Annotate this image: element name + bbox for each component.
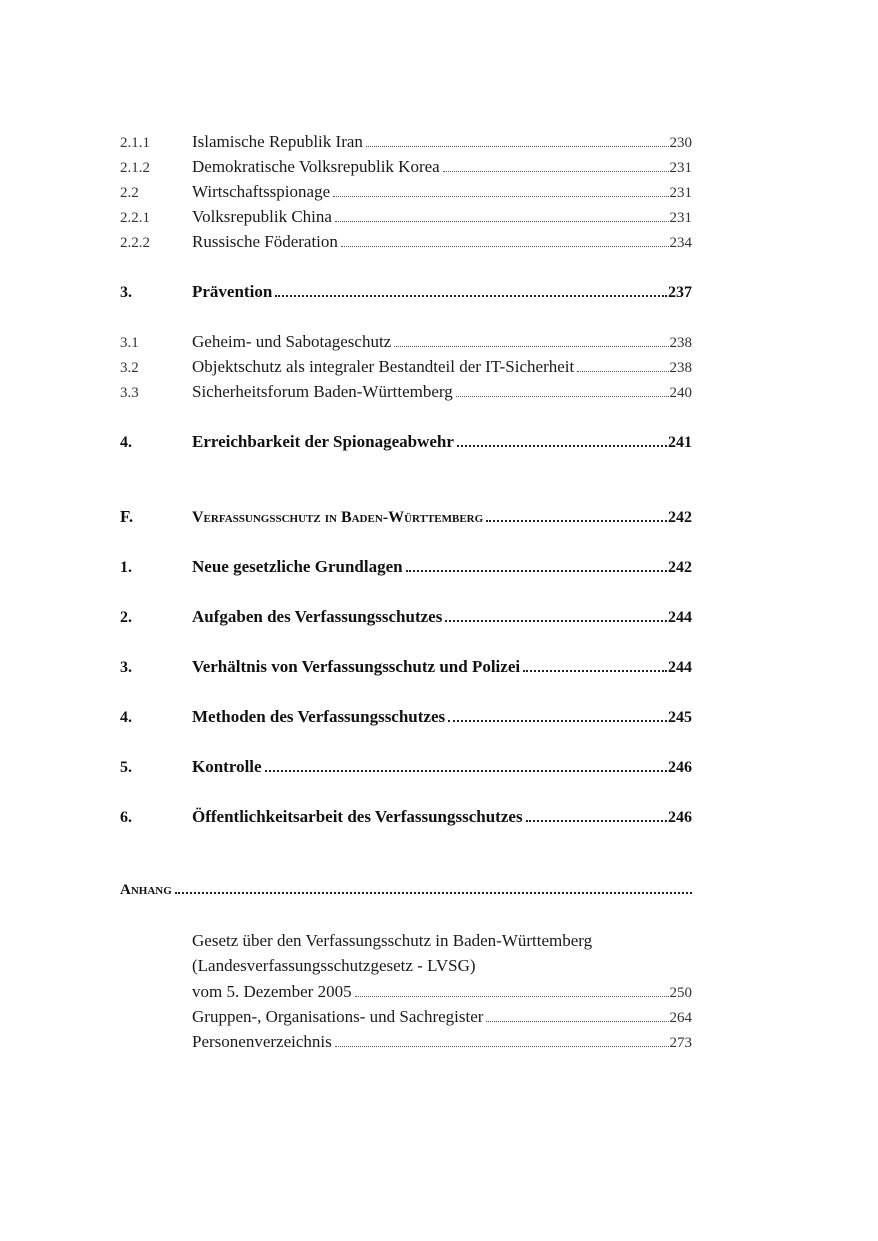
toc-chapter-letter: F. — [120, 507, 134, 526]
toc-section-number: 1. — [120, 559, 132, 576]
toc-section-number: 6. — [120, 809, 132, 826]
dot-leader — [333, 195, 668, 197]
toc-section-number: 5. — [120, 759, 132, 776]
toc-entry-page: 231 — [669, 160, 692, 176]
toc-entry-page: 240 — [669, 385, 692, 401]
appendix-persons-title: Personenverzeichnis — [192, 1032, 332, 1051]
toc-section-title: Aufgaben des Verfassungsschutzes — [192, 607, 443, 626]
toc-appendix-title: Anhang — [120, 882, 172, 898]
dot-leader — [275, 294, 667, 297]
toc-entry-page: 230 — [669, 135, 692, 151]
toc-entry-page: 264 — [669, 1010, 692, 1026]
toc-entry — [192, 982, 692, 1006]
toc-section-title: Öffentlichkeitsarbeit des Verfassungsschutzes — [192, 807, 523, 826]
toc-section — [120, 707, 692, 731]
toc-section — [120, 657, 692, 681]
toc-entry — [120, 207, 692, 231]
dot-leader — [443, 170, 669, 172]
dot-leader — [406, 569, 667, 572]
dot-leader — [355, 995, 669, 997]
toc-entry-number: 2.2.1 — [120, 210, 150, 226]
toc-entry-title: Demokratische Volksrepublik Korea — [192, 157, 440, 176]
appendix-law-title-line1: Gesetz über den Verfassungsschutz in Baden-Württemberg — [192, 931, 593, 950]
dot-leader — [577, 370, 668, 372]
toc-entry-title: Wirtschaftsspionage — [192, 182, 331, 201]
toc-entry-number: 3.1 — [120, 335, 139, 351]
toc-entry-number: 2.2.2 — [120, 235, 150, 251]
dot-leader — [523, 669, 667, 672]
toc-section — [120, 282, 692, 306]
toc-section-page: 242 — [668, 559, 692, 576]
toc-entry — [192, 1032, 692, 1056]
dot-leader — [366, 145, 669, 147]
toc-entry-title: Volksrepublik China — [192, 207, 332, 226]
toc-section — [120, 807, 692, 831]
toc-section-page: 237 — [668, 284, 692, 301]
toc-section-title: Neue gesetzliche Grundlagen — [192, 557, 403, 576]
toc-entry — [120, 157, 692, 181]
toc-entry-page: 234 — [669, 235, 692, 251]
toc-section-number: 3. — [120, 659, 132, 676]
appendix-law-title-line2: (Landesverfassungsschutzgesetz - LVSG) — [192, 956, 476, 975]
dot-leader — [486, 1020, 668, 1022]
toc-entry-title: Geheim- und Sabotageschutz — [192, 332, 392, 351]
toc-section-page: 246 — [668, 759, 692, 776]
dot-leader — [341, 245, 669, 247]
toc-section — [120, 757, 692, 781]
toc-section-number: 2. — [120, 609, 132, 626]
toc-section-number: 4. — [120, 434, 132, 451]
toc-section-number: 3. — [120, 284, 132, 301]
toc-entry-page: 238 — [669, 360, 692, 376]
dot-leader — [457, 444, 667, 447]
toc-section — [120, 607, 692, 631]
toc-entry — [120, 382, 692, 406]
toc-entry-number: 2.2 — [120, 185, 139, 201]
toc-section-title: Kontrolle — [192, 757, 262, 776]
toc-section-page: 246 — [668, 809, 692, 826]
dot-leader — [445, 619, 667, 622]
dot-leader — [265, 769, 667, 772]
dot-leader — [526, 819, 667, 822]
toc-entry-title: Sicherheitsforum Baden-Württemberg — [192, 382, 453, 401]
toc-entry — [120, 232, 692, 256]
toc-section-number: 4. — [120, 709, 132, 726]
toc-entry — [120, 332, 692, 356]
toc-section-title: Erreichbarkeit der Spionageabwehr — [192, 432, 454, 451]
toc-section-title: Verhältnis von Verfassungsschutz und Polizei — [192, 657, 521, 676]
toc-entry — [120, 132, 692, 156]
dot-leader — [448, 719, 667, 722]
toc-entry-number: 2.1.2 — [120, 160, 150, 176]
toc-entry-number: 3.2 — [120, 360, 139, 376]
dot-leader — [486, 519, 667, 522]
toc-entry-page: 250 — [669, 985, 692, 1001]
dot-leader — [175, 891, 692, 894]
toc-entry-page: 273 — [669, 1035, 692, 1051]
toc-entry — [120, 357, 692, 381]
toc-section-title: Prävention — [192, 282, 273, 301]
toc-entry-page: 231 — [669, 210, 692, 226]
toc-entry-number: 2.1.1 — [120, 135, 150, 151]
toc-section-page: 244 — [668, 659, 692, 676]
toc-section — [120, 432, 692, 456]
toc-section-page: 241 — [668, 434, 692, 451]
toc-entry-title: Russische Föderation — [192, 232, 338, 251]
toc-entry-title: Islamische Republik Iran — [192, 132, 363, 151]
dot-leader — [394, 345, 668, 347]
toc-appendix — [120, 882, 692, 906]
toc-entry-page: 231 — [669, 185, 692, 201]
toc-section-page: 244 — [668, 609, 692, 626]
dot-leader — [456, 395, 669, 397]
dot-leader — [335, 220, 669, 222]
toc-entry — [120, 182, 692, 206]
toc-chapter-page: 242 — [668, 509, 692, 526]
toc-entry-title: Objektschutz als integraler Bestandteil der IT-Sicherheit — [192, 357, 575, 376]
toc-section-title: Methoden des Verfassungsschutzes — [192, 707, 446, 726]
toc-chapter-title: Verfassungsschutz in Baden-Württemberg — [192, 509, 484, 526]
toc-entry-page: 238 — [669, 335, 692, 351]
toc-chapter — [120, 507, 692, 531]
dot-leader — [335, 1045, 669, 1047]
appendix-register-title: Gruppen-, Organisations- und Sachregister — [192, 1007, 484, 1026]
toc-section — [120, 557, 692, 581]
toc-entry-number: 3.3 — [120, 385, 139, 401]
toc-entry — [192, 1007, 692, 1031]
toc-section-page: 245 — [668, 709, 692, 726]
appendix-law-date: vom 5. Dezember 2005 — [192, 982, 352, 1001]
